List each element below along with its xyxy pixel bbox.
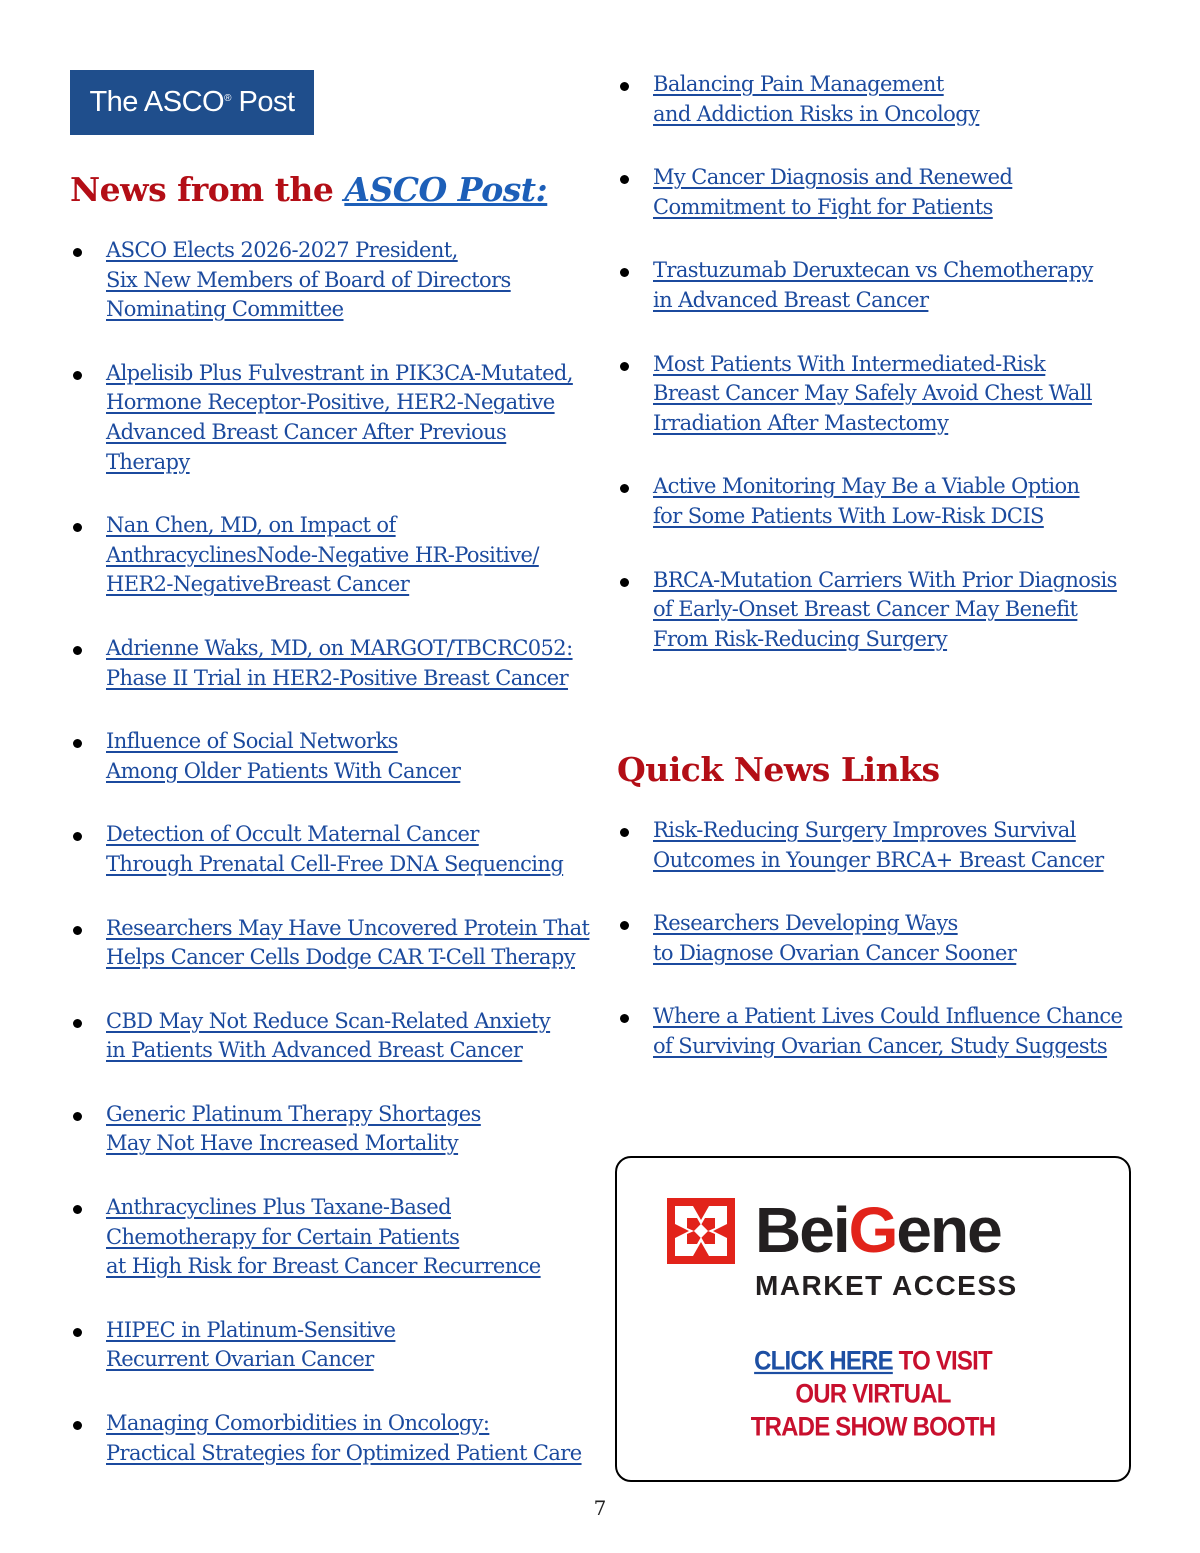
news-link[interactable]: CBD May Not Reduce Scan-Related Anxiety in Patients With Advanced Breast Cancer [106, 1008, 551, 1063]
click-here-link[interactable]: CLICK HERE [754, 1346, 893, 1377]
list-item [617, 566, 1157, 655]
list-item [617, 816, 1157, 875]
list-item [70, 236, 600, 325]
quick-news-link[interactable]: Risk-Reducing Surgery Improves Survival Outcomes in Younger BRCA+ Breast Cancer [653, 818, 1104, 872]
list-item [70, 914, 600, 973]
news-link[interactable]: Most Patients With Intermediated-Risk Breast Cancer May Safely Avoid Chest Wall Irradiation After Mastectomy [653, 351, 1092, 435]
news-link[interactable]: Researchers May Have Uncovered Protein That Helps Cancer Cells Dodge CAR T-Cell Therapy [106, 915, 590, 970]
brand-text: Bei [755, 1194, 849, 1266]
news-link[interactable]: Trastuzumab Deruxtecan vs Chemotherapy in Advanced Breast Cancer [653, 258, 1093, 312]
list-item [617, 1002, 1157, 1061]
list-item [617, 163, 1157, 222]
news-link[interactable]: Managing Comorbidities in Oncology: Practical Strategies for Optimized Patient Care [106, 1411, 582, 1465]
news-section-title [70, 170, 547, 209]
asco-post-logo[interactable] [70, 70, 314, 135]
news-link[interactable]: Influence of Social Networks Among Older Patients With Cancer [106, 729, 461, 783]
beigene-wordmark [755, 1194, 1001, 1266]
list-item [70, 511, 600, 600]
cta-line2: OUR VIRTUAL [795, 1379, 951, 1410]
list-item [70, 1100, 600, 1159]
brand-text-end: ene [896, 1194, 1001, 1266]
news-link[interactable]: BRCA-Mutation Carriers With Prior Diagnosis of Early-Onset Breast Cancer May Benefit From Risk-Reducing Surgery [653, 567, 1117, 651]
news-link[interactable]: Balancing Pain Management and Addiction Risks in Oncology [653, 72, 980, 126]
asco-post-link[interactable]: ASCO Post: [344, 170, 548, 209]
list-item [617, 70, 1157, 129]
list-item [617, 909, 1157, 968]
news-link[interactable]: Adrienne Waks, MD, on MARGOT/TBCRC052: Phase II Trial in HER2-Positive Breast Cancer [106, 635, 573, 690]
news-link[interactable]: My Cancer Diagnosis and Renewed Commitment to Fight for Patients [653, 165, 1013, 219]
quick-news-link[interactable]: Researchers Developing Ways to Diagnose Ovarian Cancer Sooner [653, 911, 1017, 965]
beigene-ad[interactable] [615, 1156, 1131, 1482]
beigene-mark-icon [667, 1198, 735, 1264]
logo-registered-mark: ® [224, 93, 231, 104]
news-link[interactable]: Active Monitoring May Be a Viable Option for Some Patients With Low-Risk DCIS [653, 474, 1080, 528]
list-item [617, 472, 1157, 531]
quick-news-title: Quick News Links [617, 750, 940, 789]
list-item [70, 1007, 600, 1066]
news-title-prefix: News from the [70, 170, 345, 209]
list-item [617, 256, 1157, 315]
quick-news-link[interactable]: Where a Patient Lives Could Influence Chance of Surviving Ovarian Cancer, Study Suggests [653, 1004, 1123, 1058]
news-link[interactable]: ASCO Elects 2026-2027 President, Six New Members of Board of Directors Nominating Committee [106, 238, 511, 322]
list-item [70, 820, 600, 879]
news-link[interactable]: HIPEC in Platinum-Sensitive Recurrent Ovarian Cancer [106, 1317, 396, 1372]
right-news-list [617, 70, 1157, 654]
list-item [70, 727, 600, 786]
list-item [70, 1316, 600, 1375]
list-item [70, 359, 600, 477]
news-link[interactable]: Generic Platinum Therapy Shortages May Not Have Increased Mortality [106, 1101, 481, 1156]
list-item [70, 1193, 600, 1282]
brand-g-letter: G [848, 1194, 897, 1266]
news-link[interactable]: Anthracyclines Plus Taxane-Based Chemotherapy for Certain Patients at High Risk for Breast Cancer Recurrence [106, 1195, 541, 1279]
list-item [617, 350, 1157, 439]
page-number: 7 [593, 1496, 607, 1520]
news-link[interactable]: Alpelisib Plus Fulvestrant in PIK3CA-Mutated, Hormone Receptor-Positive, HER2-Negative Advanced Breast Cancer After Previous Therapy [106, 360, 573, 474]
cta-line3: TRADE SHOW BOOTH [750, 1412, 996, 1443]
quick-news-list [617, 816, 1157, 1062]
market-access-label: MARKET ACCESS [755, 1270, 1018, 1301]
logo-text-post: Post [230, 86, 295, 118]
logo-text: The ASCO [89, 86, 225, 118]
list-item [70, 1409, 600, 1468]
left-news-list [70, 236, 600, 1468]
cta-line1-rest: TO VISIT [892, 1346, 992, 1377]
trade-show-cta[interactable] [617, 1346, 1129, 1445]
news-link[interactable]: Detection of Occult Maternal Cancer Through Prenatal Cell-Free DNA Sequencing [106, 822, 564, 876]
list-item [70, 634, 600, 693]
news-link[interactable]: Nan Chen, MD, on Impact of AnthracyclinesNode-Negative HR-Positive/ HER2-NegativeBreast Cancer [106, 513, 539, 597]
